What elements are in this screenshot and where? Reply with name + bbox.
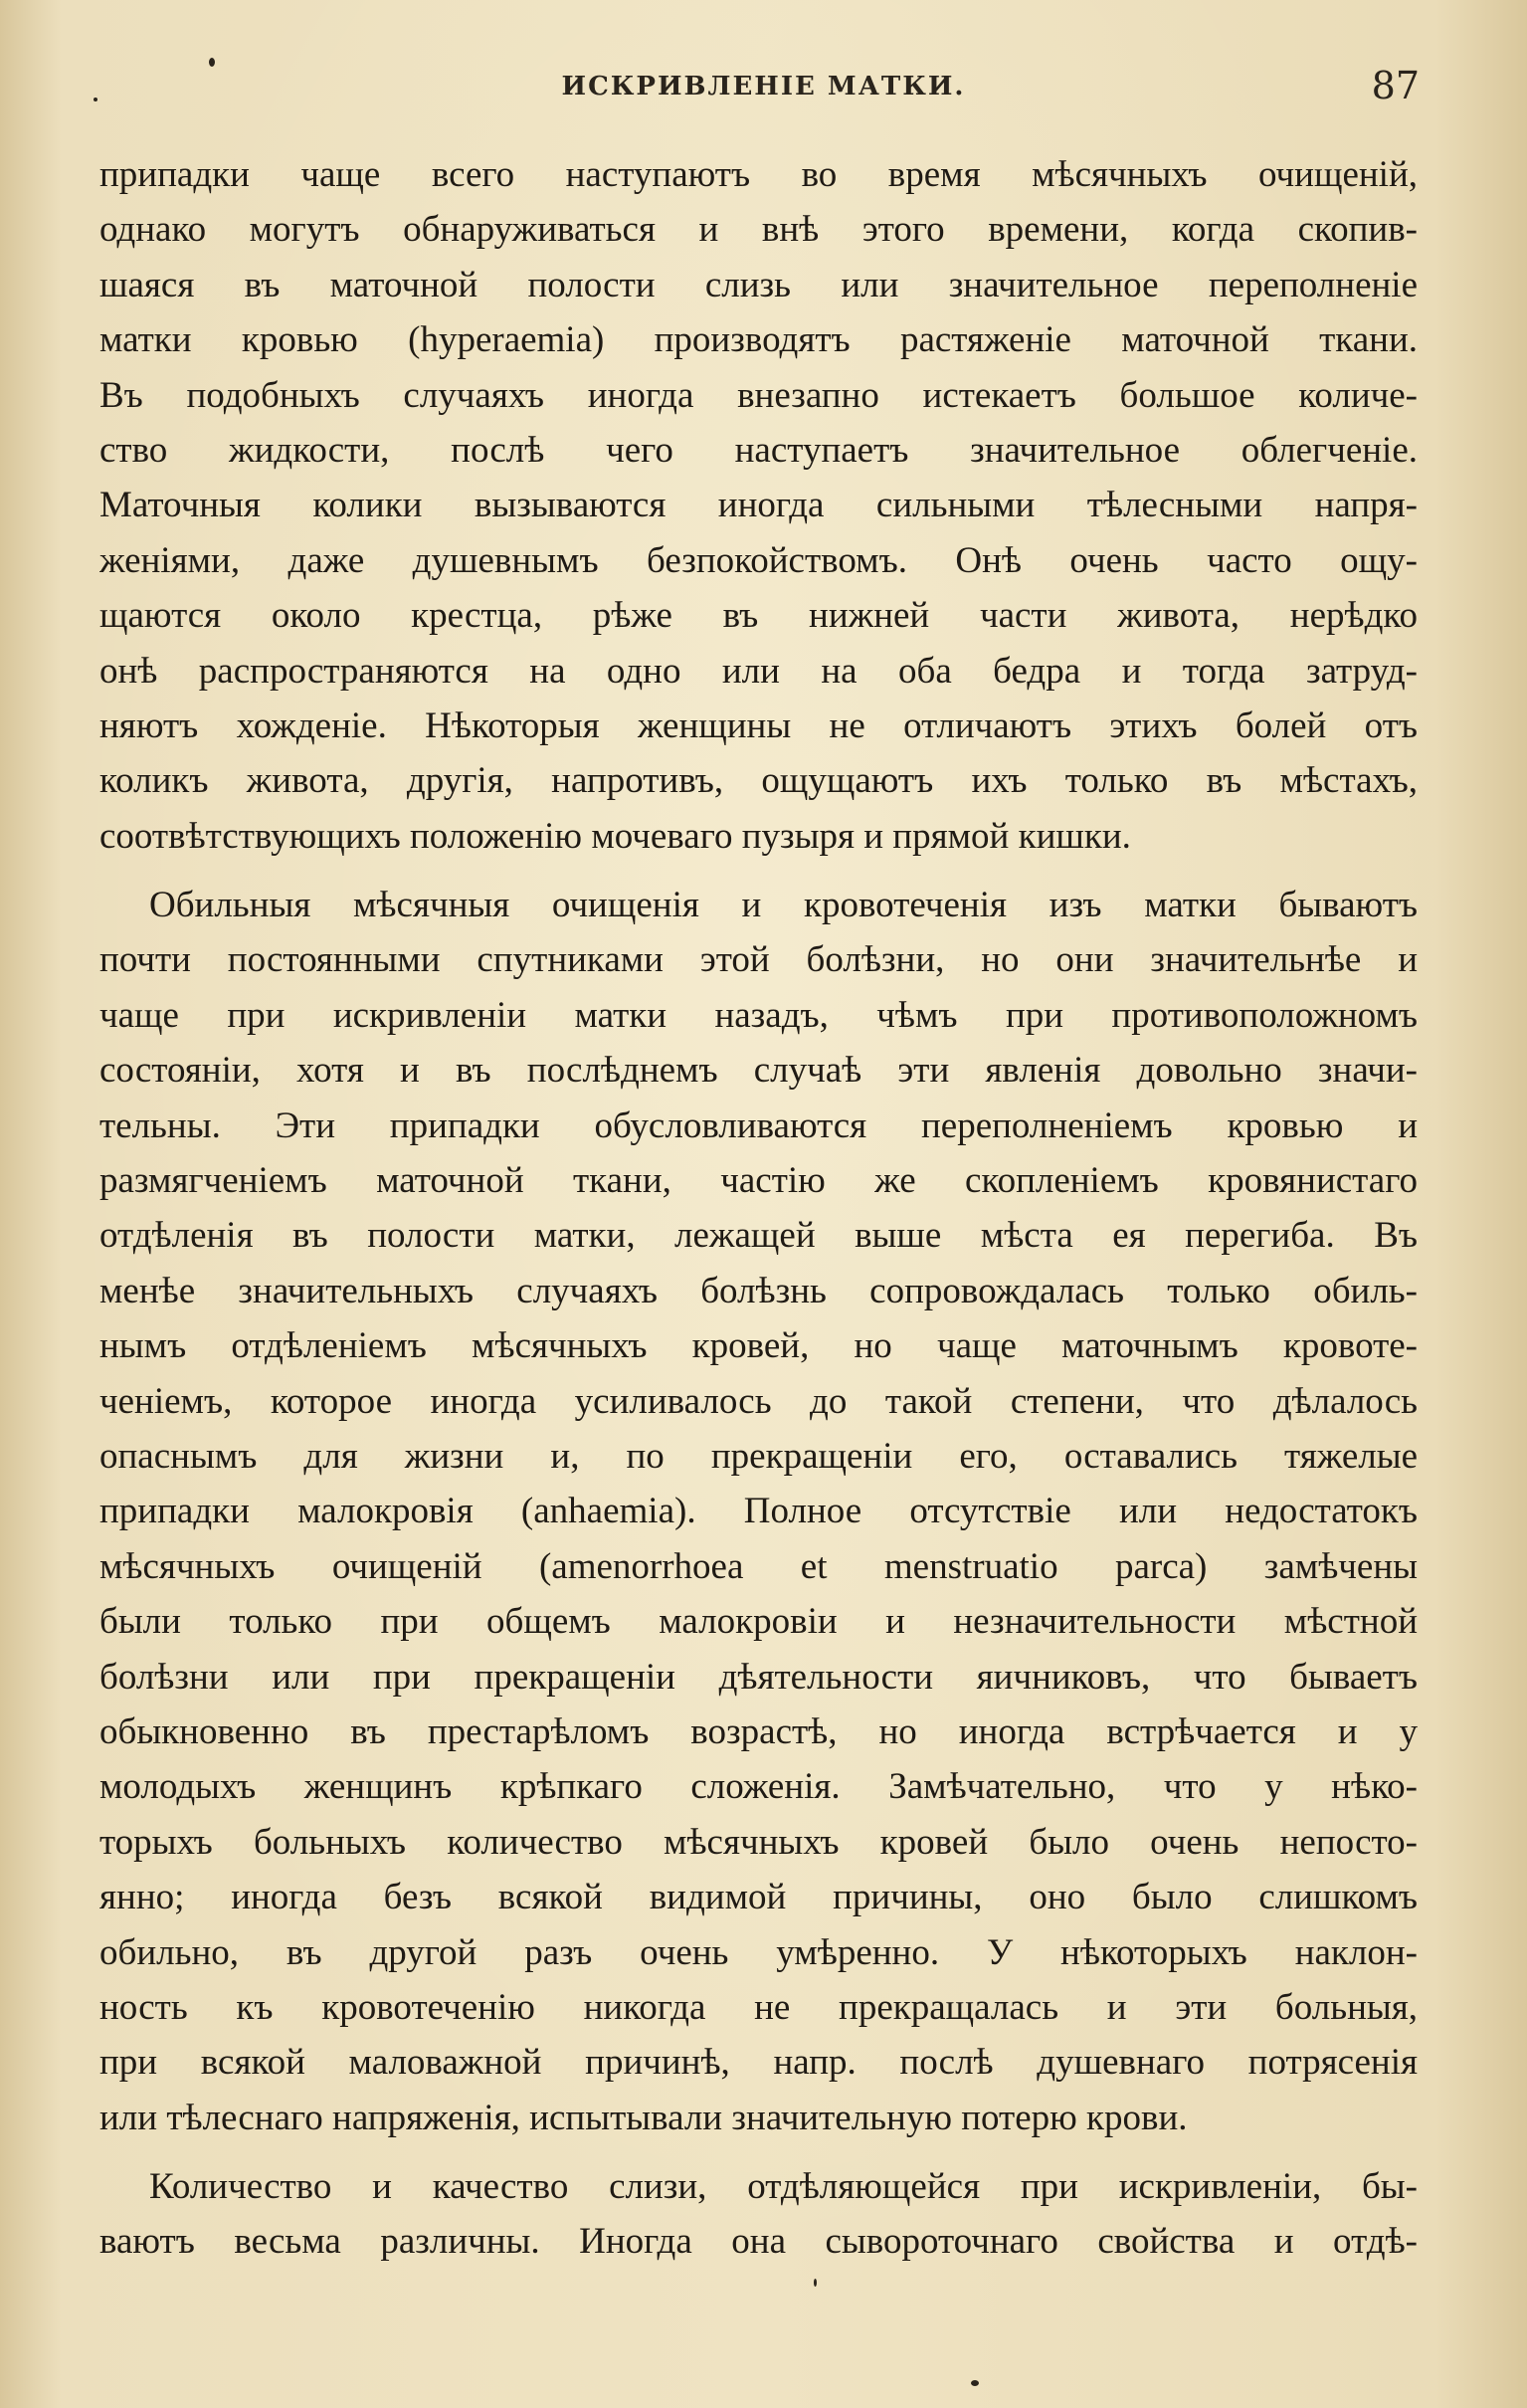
text-line: менѣе значительныхъ случаяхъ болѣзнь сопровождалась только обиль- [99, 1270, 1418, 1311]
text-line: обыкновенно въ престарѣломъ возрастѣ, но иногда встрѣчается и у [99, 1710, 1418, 1752]
text-line: молодыхъ женщинъ крѣпкаго сложенія. Замѣчательно, что у нѣко- [99, 1766, 1418, 1808]
paragraph [99, 147, 1418, 864]
ink-speck [814, 2279, 817, 2287]
text-line: опаснымъ для жизни и, по прекращеніи его, оставались тяжелые [99, 1435, 1418, 1477]
text-line: нымъ отдѣленіемъ мѣсячныхъ кровей, но чаще маточнымъ кровоте- [99, 1325, 1418, 1367]
text-line: состояніи, хотя и въ послѣднемъ случаѣ эти явленія довольно значи- [99, 1050, 1418, 1092]
text-line: при всякой маловажной причинѣ, напр. послѣ душевнаго потрясенія [99, 2042, 1418, 2084]
text-line: женіями, даже душевнымъ безпокойствомъ. Онѣ очень часто ощу- [99, 539, 1418, 581]
text-line: матки кровью (hyperaemia) производятъ растяженіе маточной ткани. [99, 319, 1418, 361]
ink-speck [209, 58, 215, 67]
paragraph-gap [99, 864, 1418, 878]
text-line: или тѣлеснаго напряженія, испытывали значительную потерю крови. [99, 2097, 1188, 2138]
text-line: Количество и качество слизи, отдѣляющейся при искривленіи, бы- [149, 2166, 1418, 2208]
text-line: однако могутъ обнаруживаться и внѣ этого времени, когда скопив- [99, 209, 1418, 251]
text-line: шаяся въ маточной полости слизь или значительное переполненіе [99, 264, 1418, 305]
running-title: ИСКРИВЛЕНІЕ МАТКИ. [561, 72, 966, 101]
paragraph [99, 2159, 1418, 2270]
text-line: щаются около крестца, рѣже въ нижней части живота, нерѣдко [99, 595, 1418, 637]
text-line: няютъ хожденіе. Нѣкоторыя женщины не отличаютъ этихъ болей отъ [99, 704, 1418, 746]
text-line: ство жидкости, послѣ чего наступаетъ значительное облегченіе. [99, 429, 1418, 471]
text-line: припадки чаще всего наступаютъ во время мѣсячныхъ очищеній, [99, 154, 1418, 195]
text-line: онѣ распространяются на одно или на оба бедра и тогда затруд- [99, 650, 1418, 692]
ink-speck [94, 98, 97, 101]
text-line: Маточныя колики вызываются иногда сильными тѣлесными напря- [99, 485, 1418, 526]
text-line: отдѣленія въ полости матки, лежащей выше мѣста ея перегиба. Въ [99, 1215, 1418, 1257]
text-line: обильно, въ другой разъ очень умѣренно. У нѣкоторыхъ наклон- [99, 1931, 1418, 1973]
text-line: припадки малокровія (anhaemia). Полное отсутствіе или недостатокъ [99, 1491, 1418, 1532]
text-line: коликъ живота, другія, напротивъ, ощущаютъ ихъ только въ мѣстахъ, [99, 760, 1418, 802]
text-line: торыхъ больныхъ количество мѣсячныхъ кровей было очень непосто- [99, 1821, 1418, 1863]
text-line: были только при общемъ малокровіи и незначительности мѣстной [99, 1601, 1418, 1643]
text-line: чаще при искривленіи матки назадъ, чѣмъ при противоположномъ [99, 994, 1418, 1036]
text-line: мѣсячныхъ очищеній (amenorrhoea et menstruatio parca) замѣчены [99, 1545, 1418, 1587]
text-line: почти постоянными спутниками этой болѣзни, но они значительнѣе и [99, 939, 1418, 981]
page-header [0, 62, 1527, 121]
paragraph-gap [99, 2145, 1418, 2159]
text-line: болѣзни или при прекращеніи дѣятельности яичниковъ, что бываетъ [99, 1656, 1418, 1698]
text-line: размягченіемъ маточной ткани, частію же скопленіемъ кровянистаго [99, 1160, 1418, 1202]
page-number: 87 [1371, 64, 1420, 107]
text-line: Въ подобныхъ случаяхъ иногда внезапно истекаетъ большое количе- [99, 374, 1418, 416]
text-line: тельны. Эти припадки обусловливаются переполненіемъ кровью и [99, 1104, 1418, 1146]
paragraph [99, 878, 1418, 2145]
text-line: соотвѣтствующихъ положенію мочеваго пузыря и прямой кишки. [99, 815, 1131, 857]
text-line: ность къ кровотеченію никогда не прекращалась и эти больныя, [99, 1986, 1418, 2028]
text-line: янно; иногда безъ всякой видимой причины, оно было слишкомъ [99, 1877, 1418, 1918]
body-text [99, 147, 1418, 2270]
ink-speck [971, 2380, 979, 2386]
text-line: ченіемъ, которое иногда усиливалось до такой степени, что дѣлалось [99, 1380, 1418, 1422]
text-line: Обильныя мѣсячныя очищенія и кровотеченія изъ матки бываютъ [149, 885, 1418, 926]
text-line: ваютъ весьма различны. Иногда она сывороточнаго свойства и отдѣ- [99, 2221, 1418, 2263]
